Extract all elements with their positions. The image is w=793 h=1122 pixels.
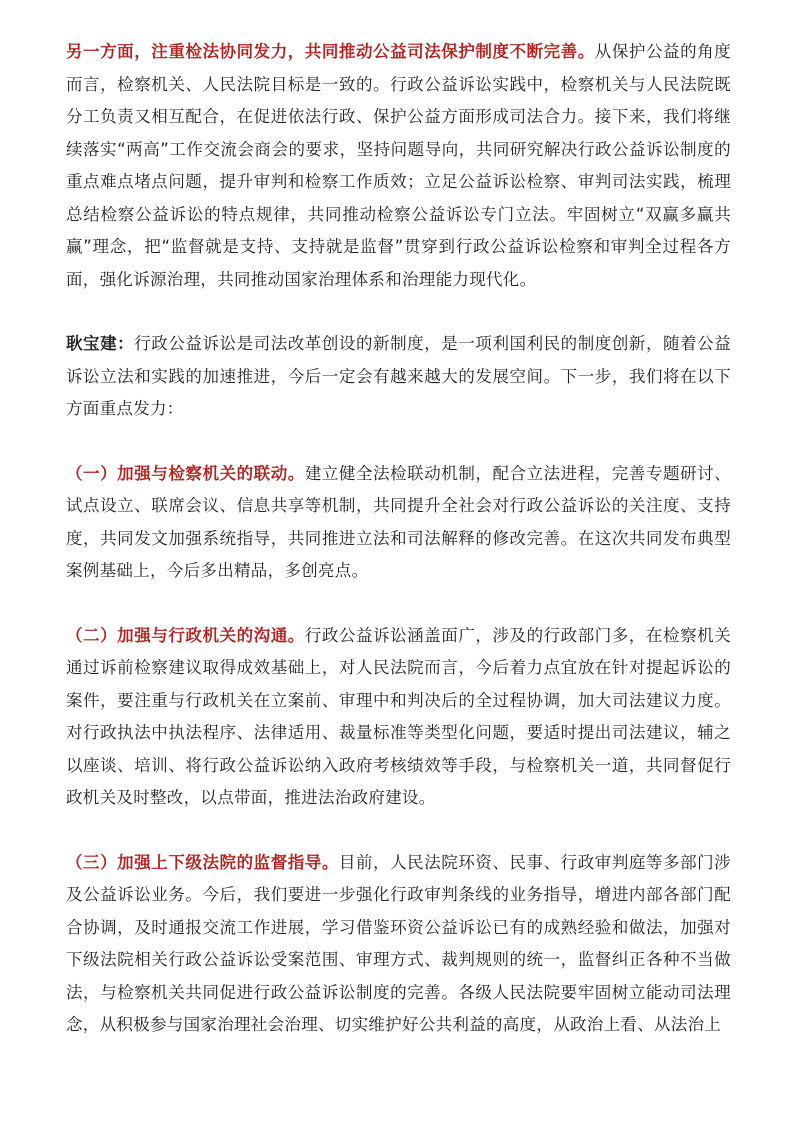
- paragraph-procuratorial-court-cooperation: [66, 36, 731, 296]
- paragraph-lead-highlight: 另一方面，注重检法协同发力，共同推动公益司法保护制度不断完善。: [66, 42, 595, 61]
- paragraph-lead-highlight: （一）加强与检察机关的联动。: [66, 463, 305, 483]
- paragraph-body: 行政公益诉讼是司法改革创设的新制度，是一项利国利民的制度创新，随着公益诉讼立法和实践的加速推进，今后一定会有越来越大的发展空间。下一步，我们将在以下方面重点发力：: [66, 334, 731, 418]
- paragraph-point-three: [66, 847, 731, 1042]
- paragraph-body: 从保护公益的角度而言，检察机关、人民法院目标是一致的。行政公益诉讼实践中，检察机关与人民法院既分工负责又相互配合，在促进依法行政、保护公益方面形成司法合力。接下来，我们将继续落实“两高”工作交流会商会的要求，坚持问题导向，共同研究解决行政公益诉讼制度的重点难点堵点问题，提升审判和检察工作质效；立足公益诉讼检察、审判司法实践，梳理总结检察公益诉讼的特点规律，共同推动检察公益诉讼专门立法。牢固树立“双赢多赢共赢”理念，把“监督就是支持、支持就是监督”贯穿到行政公益诉讼检察和审判全过程各方面，强化诉源治理，共同推动国家治理体系和治理能力现代化。: [66, 42, 731, 289]
- paragraph-point-two: [66, 620, 731, 815]
- paragraph-body: 行政公益诉讼涵盖面广，涉及的行政部门多，在检察机关通过诉前检察建议取得成效基础上，对人民法院而言，今后着力点宜放在针对提起诉讼的案件，要注重与行政机关在立案前、审理中和判决后的全过程协调，加大司法建议力度。对行政执法中执法程序、法律适用、裁量标准等类型化问题，要适时提出司法建议，辅之以座谈、培训、将行政公益诉讼纳入政府考核绩效等手段，与检察机关一道，共同督促行政机关及时整改，以点带面，推进法治政府建设。: [66, 625, 731, 807]
- paragraph-lead-highlight: （二）加强与行政机关的沟通。: [66, 625, 305, 645]
- paragraph-body: 建立健全法检联动机制，配合立法进程，完善专题研讨、试点设立、联席会议、信息共享等机制，共同提升全社会对行政公益诉讼的关注度、支持度，共同发文加强系统指导，共同推进立法和司法解释的修改完善。在这次共同发布典型案例基础上，今后多出精品，多创亮点。: [66, 463, 731, 580]
- paragraph-point-one: [66, 458, 731, 588]
- paragraph-lead-highlight: （三）加强上下级法院的监督指导。: [66, 852, 339, 872]
- speaker-name: 耿宝建：: [66, 334, 135, 353]
- paragraph-body: 目前，人民法院环资、民事、行政审判庭等多部门涉及公益诉讼业务。今后，我们要进一步强化行政审判条线的业务指导，增进内部各部门配合协调，及时通报交流工作进展，学习借鉴环资公益诉讼已有的成熟经验和做法，加强对下级法院相关行政公益诉讼受案范围、审理方式、裁判规则的统一，监督纠正各种不当做法，与检察机关共同促进行政公益诉讼制度的完善。各级人民法院要牢固树立能动司法理念，从积极参与国家治理社会治理、切实维护好公共利益的高度，从政治上看、从法治上: [66, 852, 731, 1034]
- paragraph-speaker-geng-baojian: [66, 328, 731, 426]
